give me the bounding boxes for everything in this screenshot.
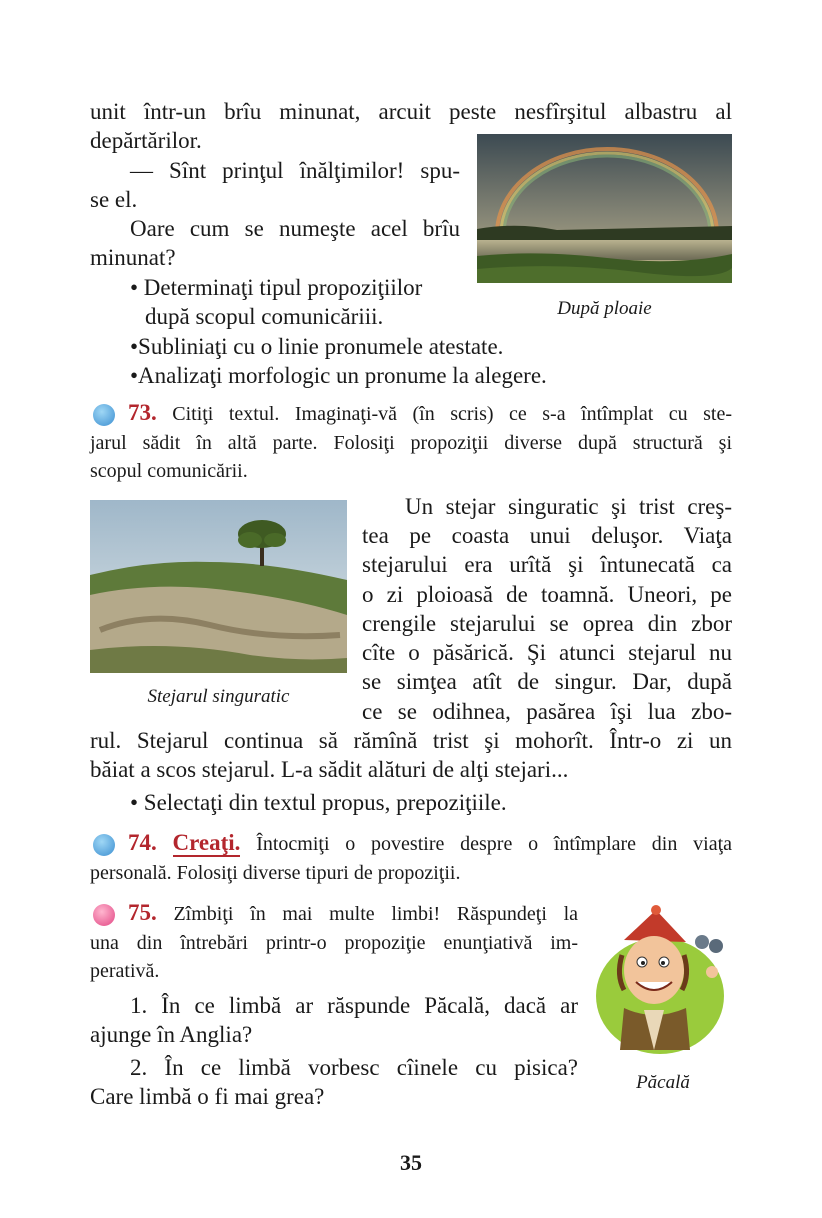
lonely-oak-photo <box>90 500 347 673</box>
bullet-item: •Subliniaţi cu o linie pronumele atestate. <box>130 334 504 359</box>
photo-caption: Stejarul singuratic <box>147 686 290 707</box>
text-line: unit într-un brîu minunat, arcuit peste nesfîrşitul albastru al <box>90 99 732 124</box>
illustration-caption: Păcală <box>636 1072 690 1093</box>
exercise-number: 74. <box>128 830 157 855</box>
task-bullet: • Selectaţi din textul propus, prepoziţiile. <box>130 790 507 815</box>
text-line: minunat? <box>90 245 176 270</box>
exercise-number: 73. <box>128 400 157 425</box>
pacala-illustration <box>594 900 732 1058</box>
bullet-item: •Analizaţi morfologic un pronume la alegere. <box>130 363 547 388</box>
question-line: 2. În ce limbă vorbesc cîinele cu pisica? <box>130 1055 578 1080</box>
question-line: 1. În ce limbă ar răspunde Păcală, dacă ar <box>130 993 578 1018</box>
text-line: Oare cum se numeşte acel brîu <box>130 216 460 241</box>
bullet-item: • Determinaţi tipul propoziţiilor <box>130 275 423 300</box>
exercise-text: Citiţi textul. Imaginaţi-vă (în scris) ce s-a întîmplat cu ste- <box>172 403 732 425</box>
exercise-icon <box>93 404 115 426</box>
exercise-74-line <box>128 830 732 857</box>
exercise-75-line <box>128 900 578 927</box>
story-line: ce se odihnea, pasărea îşi lua zbo- <box>362 699 732 724</box>
exercise-icon <box>93 904 115 926</box>
exercise-keyword: Creaţi. <box>172 830 241 855</box>
exercise-text: Zîmbiţi în mai multe limbi! Răspundeţi la <box>173 903 579 925</box>
exercise-number: 75. <box>128 900 157 925</box>
text-line: — Sînt prinţul înălţimilor! spu- <box>130 158 460 183</box>
photo-caption: După ploaie <box>557 298 652 319</box>
exercise-text: jarul sădit în altă parte. Folosiţi propoziţii diverse după structură şi <box>90 432 732 454</box>
bullet-item-cont: după scopul comunicăriii. <box>145 304 384 329</box>
text-line: depărtărilor. <box>90 128 202 153</box>
exercise-icon <box>93 834 115 856</box>
story-line: cîte o păsărică. Şi atunci stejarul nu <box>362 640 732 665</box>
exercise-73-line <box>128 400 732 427</box>
question-line: ajunge în Anglia? <box>90 1022 253 1047</box>
story-line: o zi ploioasă de toamnă. Uneori, pe <box>362 582 732 607</box>
story-line: se simţea atît de singur. Dar, după <box>362 669 732 694</box>
exercise-text: personală. Folosiţi diverse tipuri de propoziţii. <box>90 862 461 884</box>
page-number: 35 <box>400 1150 422 1175</box>
story-line: rul. Stejarul continua să rămînă trist şi mohorît. Într-o zi un <box>90 728 732 753</box>
exercise-text: scopul comunicării. <box>90 460 248 482</box>
story-line: Un stejar singuratic şi trist creş- <box>405 494 732 519</box>
exercise-text: Întocmiţi o povestire despre o întîmplare din viaţa <box>256 833 732 855</box>
story-line: crengile stejarului se oprea din zbor <box>362 611 732 636</box>
story-line: stejarului era urîtă şi întunecată ca <box>362 552 732 577</box>
story-line: băiat a scos stejarul. L-a sădit alături de alţi stejari... <box>90 757 569 782</box>
question-line: Care limbă o fi mai grea? <box>90 1084 325 1109</box>
story-line: tea pe coasta unui deluşor. Viaţa <box>362 523 732 548</box>
exercise-text: perativă. <box>90 960 160 982</box>
exercise-text: una din întrebări printr-o propoziţie enunţiativă im- <box>90 932 578 954</box>
text-line: se el. <box>90 187 138 212</box>
rainbow-photo <box>477 134 732 283</box>
